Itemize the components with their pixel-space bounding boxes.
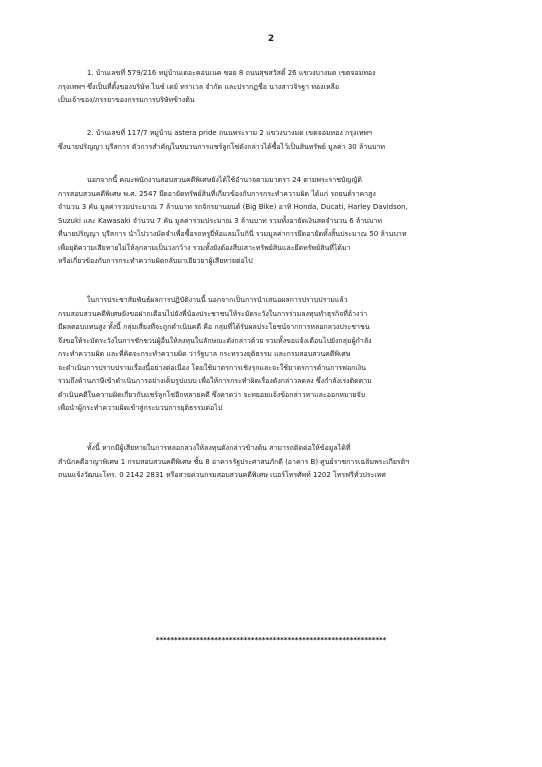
paragraph-line: 1. บ้านเลขที่ 579/216 หมู่บ้านเดอะคอนเนค ซอย 8 ถนนสุขสวัสดิ์ 26 แขวงบางมด เขตจอมทอง <box>58 69 376 77</box>
paragraph-line: เพื่อนำผู้กระทำความผิดเข้าสู่กระบวนการยุติธรรมต่อไป <box>58 404 223 412</box>
paragraph-line: กรุงเทพฯ ซึ่งเป็นที่ตั้งของบริษัท ไนซ์ เดย์ ทราเวล จำกัด และปรากฏชื่อ นางสาวจิรฐา ทองเหลือ <box>58 82 340 91</box>
paragraph-address-2 <box>58 127 495 154</box>
paragraph-line: รวมถึงด้านภาษีเข้าดำเนินการอย่างเต็มรูปแบบ เพื่อให้การกระทำผิดเรื่องดังกล่าวลดลง ซึ่งกำลังเร่งติดตาม <box>58 377 372 385</box>
paragraph-line: สำนักคดีอาญาพิเศษ 1 กรมสอบสวนคดีพิเศษ ชั้น 8 อาคารรัฐประศาสนภักดี (อาคาร B) ศูนย์ราชการเฉลิมพระเกียรติฯ <box>58 457 410 466</box>
paragraph-line: เพื่อยุติความเสียหายไม่ให้ลุกลามเป็นวงกว้าง รวมทั้งยังต้องสืบเสาะทรัพย์สินและยึดทรัพย์สินที่ได้มา <box>58 243 351 252</box>
paragraph-line: กรมสอบสวนคดีพิเศษยังขอฝากเตือนไปยังพี่น้องประชาชนให้ระมัดระวังในการร่วมลงทุนทำธุรกิจที่อ้างว่า <box>58 309 368 318</box>
paragraph-line: ที่นายปริญญา บุรีสการ นำไปวางมัดจำเพื่อซื้อรถหรูยี่ห้อแลมโบกินี่ รวมมูลค่าการยึดอายัดทั้งสิ้นประมาณ 50 ล้านบาท <box>58 230 407 238</box>
paragraph-line: ทั้งนี้ หากมีผู้เสียหายในการหลอกลวงให้ลงทุนดังกล่าวข้างต้น สามารถติดต่อให้ข้อมูลได้ที่ <box>58 444 351 452</box>
paragraph-line: ในการประชาสัมพันธ์ผลการปฏิบัติงานนี้ นอกจากเป็นการนำเสนอผลการปราบปรามแล้ว <box>58 296 348 304</box>
paragraph-line: 2. บ้านเลขที่ 117/7 หมู่บ้าน astera pride ถนนพระราม 2 แขวงบางมด เขตจอมทอง กรุงเทพฯ <box>58 129 372 137</box>
paragraph-seizure <box>58 174 495 269</box>
paragraph-line: กระทำความผิด และที่คิดจะกระทำความผิด ว่ารัฐบาล กระทรวงยุติธรรม และกรมสอบสวนคดีพิเศษ <box>58 350 351 358</box>
page-number: 2 <box>267 34 275 44</box>
paragraph-line: นอกจากนี้ คณะพนักงานสอบสวนคดีพิเศษยังได้ใช้อำนาจตามมาตรา 24 ตามพระราชบัญญัติ <box>58 176 362 184</box>
paragraph-line: การสอบสวนคดีพิเศษ พ.ศ. 2547 ยึดอายัดทรัพย์สินที่เกี่ยวข้องกับการกระทำความผิด ได้แก่ รถยนต์ราคาสูง <box>58 189 376 198</box>
paragraph-line: จำนวน 3 คัน มูลค่ารวมประมาณ 7 ล้านบาท รถจักรยานยนต์ (Big Bike) อาทิ Honda, Ducati, Harley Davidson, <box>58 203 408 211</box>
paragraph-line: จะดำเนินการปราบปรามเรื่องนี้อย่างต่อเนื่อง โดยใช้มาตรการเชิงรุกและจะใช้มาตรการด้านการฟอกเงิน <box>58 363 367 372</box>
asterisk-divider: *************************************************************** <box>155 636 387 644</box>
paragraph-line: มีผลตอบแทนสูง ทั้งนี้ กลุ่มเสี่ยงที่จะถูกดำเนินคดี คือ กลุ่มที่ได้รับผลประโยชน์จากการหลอกลวงประชาชน <box>58 323 370 331</box>
paragraph-line: หรือเกี่ยวข้องกับการกระทำความผิดกลับมาเยียวยาผู้เสียหายต่อไป <box>58 257 253 265</box>
paragraph-line: ซึ่งนายปริญญา บุรีสการ ตัวการสำคัญในขบวนการแชร์ลูกโซ่ดังกล่าวได้ซื้อไว้เป็นสินทรัพย์ มูลค่า 30 ล้านบาท <box>58 142 385 151</box>
paragraph-line: ถนนแจ้งวัฒนะโทร. 0 2142 2831 หรือสายด่วนกรมสอบสวนคดีพิเศษ เบอร์โทรศัพท์ 1202 โทรฟรีทั่วประเทศ <box>58 471 386 479</box>
paragraph-warning <box>58 294 495 416</box>
paragraph-line: ดำเนินคดีในความผิดเกี่ยวกับแชร์ลูกโซ่อีกหลายคดี ซึ่งคาดว่า จะทยอยแจ้งข้อกล่าวหาและออกหมายจับ <box>58 390 366 399</box>
paragraph-line: จึงขอให้ระมัดระวังในการชักชวนผู้อื่นให้ลงทุนในลักษณะดังกล่าวด้วย รวมทั้งขอแจ้งเตือนไปยังกลุ่มผู้กำลัง <box>58 336 372 345</box>
paragraph-line: Suzuki และ Kawasaki จำนวน 7 คัน มูลค่ารวมประมาณ 3 ล้านบาท รวมทั้งอายัดเงินสดจำนวน 6 ล้านบาท <box>58 216 382 225</box>
paragraph-line: เป็นเจ้าของ/ภรรยาของกรรมการบริษัทข้างต้น <box>58 96 195 104</box>
paragraph-contact <box>58 442 495 483</box>
paragraph-address-1 <box>58 67 495 108</box>
